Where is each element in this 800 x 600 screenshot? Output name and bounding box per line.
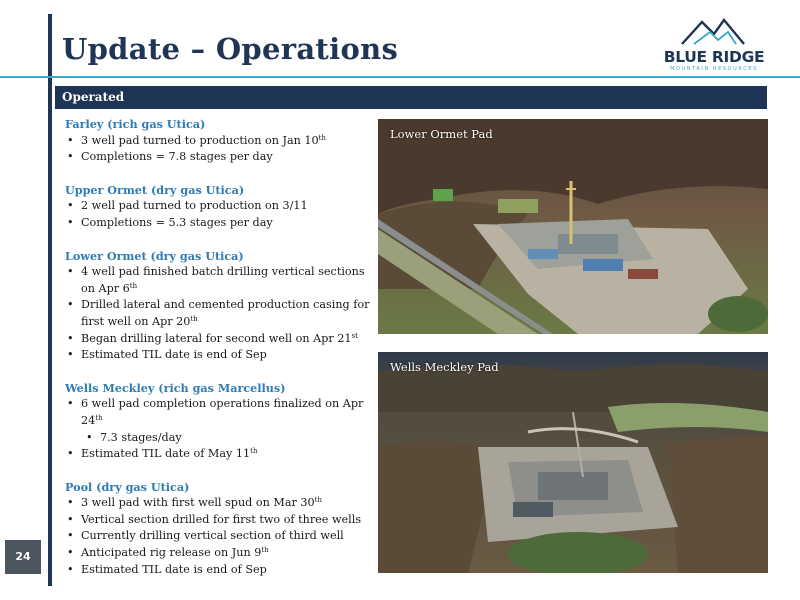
- bullet-item: • 6 well pad completion operations finalized on Apr 24th: [65, 396, 370, 429]
- photo-caption: Lower Ormet Pad: [390, 127, 493, 141]
- group-wells-meckley: [65, 380, 370, 463]
- slide-title: Update – Operations: [62, 32, 399, 66]
- logo-name: BLUE RIDGE: [663, 48, 765, 66]
- bullet-item: • Completions = 5.3 stages per day: [65, 215, 370, 232]
- ordinal-suffix: th: [190, 314, 198, 323]
- company-logo: [662, 10, 766, 74]
- wells-meckley-photo: [378, 352, 768, 573]
- bullet-item: • Anticipated rig release on Jun 9th: [65, 545, 370, 562]
- bullet-item: • Began drilling lateral for second well on Apr 21st: [65, 331, 370, 348]
- bullet-item: • 4 well pad finished batch drilling vertical sections on Apr 6th: [65, 264, 370, 297]
- group-heading: Lower Ormet (dry gas Utica): [65, 248, 244, 263]
- bullet-item: • Vertical section drilled for first two of three wells: [65, 512, 370, 529]
- group-heading: Farley (rich gas Utica): [65, 117, 206, 131]
- ordinal-suffix: th: [250, 447, 258, 456]
- header-divider: [0, 76, 800, 78]
- section-label: Operated: [62, 90, 125, 104]
- page-number-box: [5, 540, 41, 574]
- photo-caption: Wells Meckley Pad: [390, 360, 499, 374]
- bullet-item: • Currently drilling vertical section of third well: [65, 528, 370, 545]
- ordinal-suffix: th: [261, 546, 269, 555]
- bullet-item: • Estimated TIL date is end of Sep: [65, 562, 370, 579]
- group-heading: Pool (dry gas Utica): [65, 479, 190, 494]
- bullet-item: • Estimated TIL date of May 11th: [65, 446, 370, 463]
- left-accent-bar: [48, 14, 52, 586]
- group-farley: [65, 116, 370, 166]
- group-heading: Upper Ormet (dry gas Utica): [65, 182, 245, 197]
- ordinal-suffix: th: [129, 281, 138, 290]
- ordinal-suffix: st: [351, 331, 358, 340]
- section-header-bar: [55, 86, 767, 109]
- bullet-item: • Estimated TIL date is end of Sep: [65, 347, 370, 364]
- mountain-logo-icon: [662, 10, 766, 50]
- page-number: 24: [15, 550, 31, 563]
- group-lower-ormet: [65, 248, 370, 364]
- group-upper-ormet: [65, 182, 370, 232]
- bullet-item: • Completions = 7.8 stages per day: [65, 149, 370, 166]
- logo-tagline: MOUNTAIN RESOURCES: [670, 66, 758, 72]
- bullet-item: • Drilled lateral and cemented production casing for first well on Apr 20th: [65, 297, 370, 330]
- group-heading: Wells Meckley (rich gas Marcellus): [65, 380, 286, 395]
- ordinal-suffix: th: [318, 133, 326, 142]
- bullet-item: • 3 well pad turned to production on Jan 10th: [65, 133, 370, 150]
- lower-ormet-photo: [378, 119, 768, 334]
- ordinal-suffix: th: [95, 413, 103, 422]
- operations-list: [65, 116, 370, 594]
- ordinal-suffix: th: [314, 496, 322, 505]
- group-pool: [65, 479, 370, 579]
- bullet-item: • 3 well pad with first well spud on Mar 30th: [65, 495, 370, 512]
- bullet-item: • 2 well pad turned to production on 3/11: [65, 198, 370, 215]
- sub-bullet-item: • 7.3 stages/day: [65, 430, 370, 447]
